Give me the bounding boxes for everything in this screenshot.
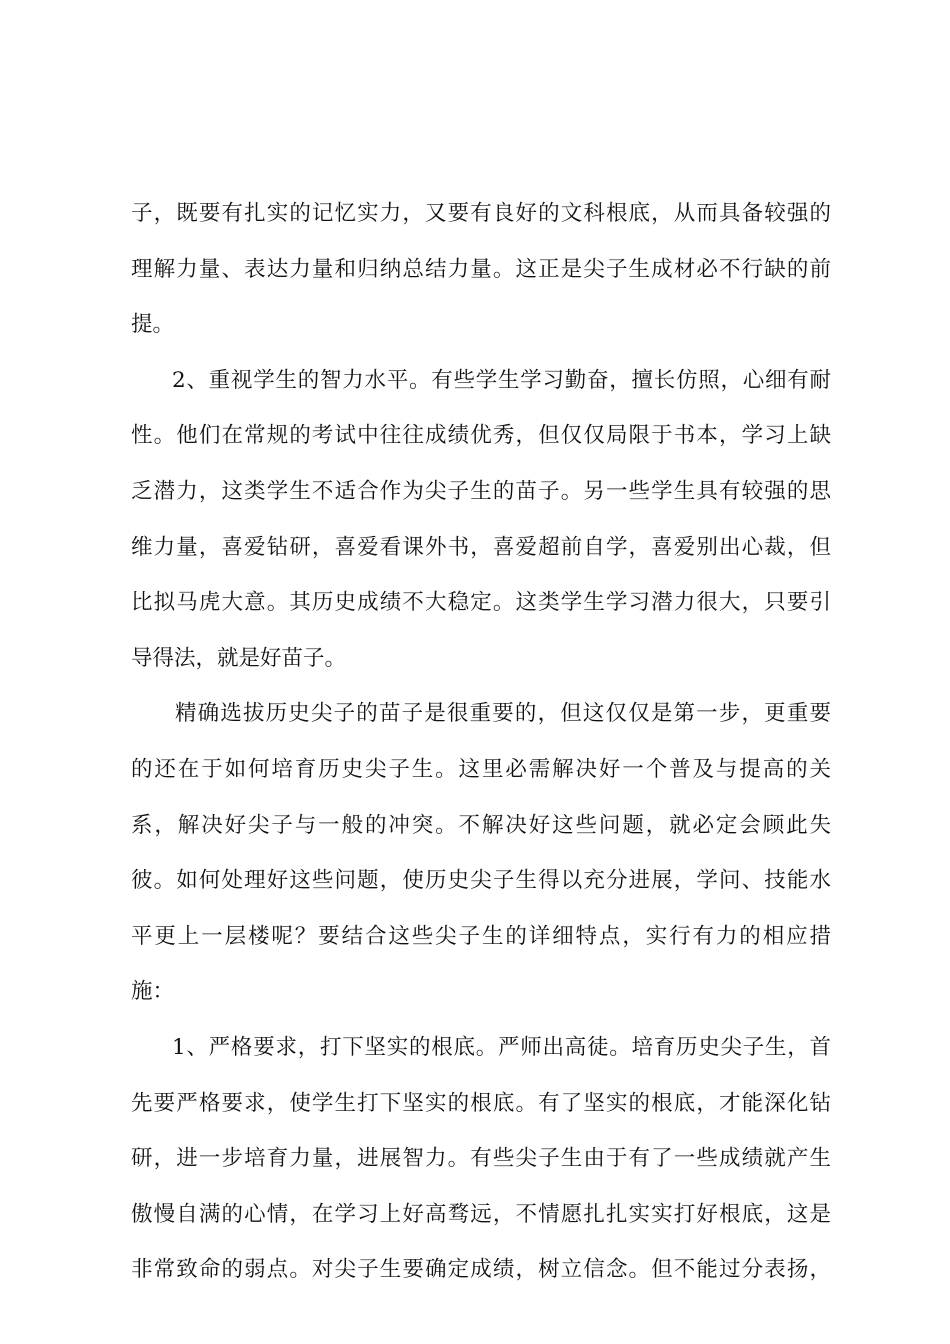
text-line: 彼。如何处理好这些问题，使历史尖子生得以充分进展，学问、技能水 — [131, 868, 831, 894]
text-line: 2、重视学生的智力水平。有些学生学习勤奋，擅长仿照，心细有耐 — [172, 367, 831, 393]
text-line: 系，解决好尖子与一般的冲突。不解决好这些问题，就必定会顾此失 — [131, 812, 831, 838]
text-line: 1、严格要求，打下坚实的根底。严师出高徒。培育历史尖子生，首 — [172, 1034, 831, 1060]
paragraph — [131, 353, 831, 687]
paragraph — [131, 186, 831, 353]
text-line: 维力量，喜爱钻研，喜爱看课外书，喜爱超前自学，喜爱别出心裁，但 — [131, 534, 831, 560]
text-line: 理解力量、表达力量和归纳总结力量。这正是尖子生成材必不行缺的前 — [131, 256, 831, 282]
text-line: 非常致命的弱点。对尖子生要确定成绩，树立信念。但不能过分表扬， — [131, 1257, 831, 1283]
paragraph — [131, 686, 831, 1020]
paragraph — [131, 1020, 831, 1298]
text-line: 乏潜力，这类学生不适合作为尖子生的苗子。另一些学生具有较强的思 — [131, 478, 831, 504]
text-line: 先要严格要求，使学生打下坚实的根底。有了坚实的根底，才能深化钻 — [131, 1090, 831, 1116]
text-line: 比拟马虎大意。其历史成绩不大稳定。这类学生学习潜力很大，只要引 — [131, 590, 831, 616]
text-line: 性。他们在常规的考试中往往成绩优秀，但仅仅局限于书本，学习上缺 — [131, 423, 831, 449]
text-line: 提。 — [131, 312, 175, 338]
text-line: 的还在于如何培育历史尖子生。这里必需解决好一个普及与提高的关 — [131, 756, 831, 782]
text-line: 傲慢自满的心情，在学习上好高骛远，不情愿扎扎实实打好根底，这是 — [131, 1201, 831, 1227]
text-line: 导得法，就是好苗子。 — [131, 645, 347, 671]
text-line: 子，既要有扎实的记忆实力，又要有良好的文科根底，从而具备较强的 — [131, 201, 831, 226]
text-line: 平更上一层楼呢？要结合这些尖子生的详细特点，实行有力的相应措 — [131, 923, 831, 949]
document-body — [131, 186, 831, 1298]
text-line: 精确选拔历史尖子的苗子是很重要的，但这仅仅是第一步，更重要 — [175, 701, 831, 727]
text-line: 施： — [131, 979, 175, 1005]
text-line: 研，进一步培育力量，进展智力。有些尖子生由于有了一些成绩就产生 — [131, 1146, 831, 1172]
